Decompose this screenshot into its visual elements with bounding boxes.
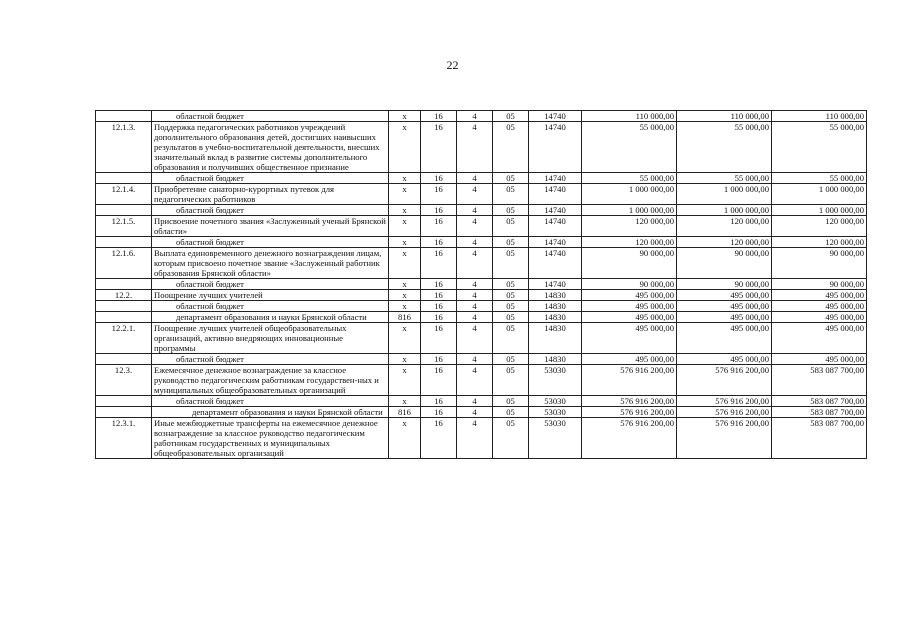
row-number-cell: 12.3.1. <box>96 418 152 459</box>
value-cell-3: 583 087 700,00 <box>772 396 867 407</box>
table-subrow <box>96 354 867 365</box>
value-cell-2: 576 916 200,00 <box>677 418 772 459</box>
row-name-cell: областной бюджет <box>152 354 389 365</box>
code-cell-5: 14740 <box>529 216 582 237</box>
code-cell-2: 16 <box>421 365 457 396</box>
code-cell-5: 14740 <box>529 205 582 216</box>
value-cell-1: 110 000,00 <box>582 111 677 122</box>
code-cell-2: 16 <box>421 290 457 301</box>
value-cell-2: 495 000,00 <box>677 301 772 312</box>
table-row <box>96 216 867 237</box>
code-cell-4: 05 <box>493 248 529 279</box>
code-cell-5: 14740 <box>529 122 582 173</box>
row-number-cell: 12.2. <box>96 290 152 301</box>
code-cell-2: 16 <box>421 216 457 237</box>
code-cell-4: 05 <box>493 173 529 184</box>
code-cell-5: 14830 <box>529 354 582 365</box>
value-cell-2: 110 000,00 <box>677 111 772 122</box>
row-number-cell: 12.1.3. <box>96 122 152 173</box>
value-cell-2: 55 000,00 <box>677 122 772 173</box>
value-cell-3: 120 000,00 <box>772 216 867 237</box>
row-name-cell: Присвоение почетного звания «Заслуженный ученый Брянской области» <box>152 216 389 237</box>
code-cell-4: 05 <box>493 184 529 205</box>
value-cell-1: 495 000,00 <box>582 301 677 312</box>
code-cell-4: 05 <box>493 418 529 459</box>
value-cell-2: 90 000,00 <box>677 279 772 290</box>
value-cell-2: 495 000,00 <box>677 290 772 301</box>
row-name-cell: департамент образования и науки Брянской области <box>152 407 389 418</box>
code-cell-5: 53030 <box>529 407 582 418</box>
row-name-cell: департамент образования и науки Брянской области <box>152 312 389 323</box>
row-name-cell: областной бюджет <box>152 205 389 216</box>
code-cell-5: 14830 <box>529 290 582 301</box>
code-cell-1: х <box>389 216 421 237</box>
table-row <box>96 184 867 205</box>
code-cell-2: 16 <box>421 173 457 184</box>
code-cell-5: 14740 <box>529 184 582 205</box>
code-cell-4: 05 <box>493 396 529 407</box>
code-cell-5: 14740 <box>529 111 582 122</box>
code-cell-4: 05 <box>493 122 529 173</box>
code-cell-2: 16 <box>421 279 457 290</box>
code-cell-1: х <box>389 301 421 312</box>
code-cell-2: 16 <box>421 418 457 459</box>
row-name-cell: Приобретение санаторно-курортных путевок для педагогических работников <box>152 184 389 205</box>
value-cell-1: 576 916 200,00 <box>582 418 677 459</box>
code-cell-3: 4 <box>457 418 493 459</box>
code-cell-1: х <box>389 279 421 290</box>
row-number-cell <box>96 279 152 290</box>
value-cell-3: 495 000,00 <box>772 354 867 365</box>
row-number-cell <box>96 354 152 365</box>
row-number-cell: 12.1.4. <box>96 184 152 205</box>
value-cell-3: 55 000,00 <box>772 122 867 173</box>
row-number-cell: 12.1.5. <box>96 216 152 237</box>
value-cell-3: 120 000,00 <box>772 237 867 248</box>
value-cell-2: 576 916 200,00 <box>677 396 772 407</box>
row-name-cell: областной бюджет <box>152 237 389 248</box>
code-cell-4: 05 <box>493 354 529 365</box>
value-cell-1: 495 000,00 <box>582 354 677 365</box>
row-number-cell <box>96 237 152 248</box>
value-cell-1: 576 916 200,00 <box>582 407 677 418</box>
code-cell-3: 4 <box>457 312 493 323</box>
code-cell-1: х <box>389 205 421 216</box>
code-cell-5: 14830 <box>529 301 582 312</box>
code-cell-4: 05 <box>493 237 529 248</box>
value-cell-2: 495 000,00 <box>677 354 772 365</box>
code-cell-4: 05 <box>493 365 529 396</box>
row-name-cell: Поощрение лучших учителей общеобразовательных организаций, активно внедряющих инновационные программы <box>152 323 389 354</box>
code-cell-4: 05 <box>493 279 529 290</box>
value-cell-2: 55 000,00 <box>677 173 772 184</box>
code-cell-4: 05 <box>493 407 529 418</box>
code-cell-2: 16 <box>421 111 457 122</box>
code-cell-3: 4 <box>457 396 493 407</box>
value-cell-3: 55 000,00 <box>772 173 867 184</box>
code-cell-5: 53030 <box>529 396 582 407</box>
code-cell-3: 4 <box>457 301 493 312</box>
row-name-cell: областной бюджет <box>152 301 389 312</box>
value-cell-1: 1 000 000,00 <box>582 184 677 205</box>
value-cell-3: 583 087 700,00 <box>772 365 867 396</box>
code-cell-5: 53030 <box>529 418 582 459</box>
code-cell-4: 05 <box>493 111 529 122</box>
value-cell-3: 1 000 000,00 <box>772 205 867 216</box>
code-cell-1: х <box>389 290 421 301</box>
code-cell-2: 16 <box>421 354 457 365</box>
code-cell-2: 16 <box>421 122 457 173</box>
value-cell-3: 1 000 000,00 <box>772 184 867 205</box>
value-cell-3: 583 087 700,00 <box>772 407 867 418</box>
code-cell-2: 16 <box>421 301 457 312</box>
value-cell-3: 495 000,00 <box>772 290 867 301</box>
row-name-cell: Поддержка педагогических работников учреждений дополнительного образования детей, достигших наивысших результатов в учебно-воспитательной деятельности, внесших значительный вклад в развитие системы дополнительного образования и получивших общественное признание <box>152 122 389 173</box>
code-cell-5: 14740 <box>529 248 582 279</box>
code-cell-1: х <box>389 323 421 354</box>
table-row <box>96 365 867 396</box>
value-cell-1: 495 000,00 <box>582 312 677 323</box>
value-cell-1: 576 916 200,00 <box>582 365 677 396</box>
value-cell-2: 90 000,00 <box>677 248 772 279</box>
value-cell-1: 495 000,00 <box>582 323 677 354</box>
code-cell-1: х <box>389 354 421 365</box>
row-number-cell <box>96 312 152 323</box>
value-cell-1: 576 916 200,00 <box>582 396 677 407</box>
code-cell-1: х <box>389 365 421 396</box>
value-cell-3: 110 000,00 <box>772 111 867 122</box>
row-name-cell: областной бюджет <box>152 173 389 184</box>
row-number-cell <box>96 205 152 216</box>
code-cell-5: 14740 <box>529 237 582 248</box>
code-cell-1: 816 <box>389 407 421 418</box>
value-cell-1: 90 000,00 <box>582 279 677 290</box>
row-number-cell: 12.2.1. <box>96 323 152 354</box>
value-cell-2: 495 000,00 <box>677 312 772 323</box>
table-row <box>96 122 867 173</box>
code-cell-1: 816 <box>389 312 421 323</box>
page-number: 22 <box>446 58 459 72</box>
value-cell-1: 495 000,00 <box>582 290 677 301</box>
value-cell-2: 120 000,00 <box>677 237 772 248</box>
code-cell-3: 4 <box>457 279 493 290</box>
code-cell-2: 16 <box>421 407 457 418</box>
table-subrow <box>96 407 867 418</box>
budget-table <box>95 110 867 459</box>
code-cell-3: 4 <box>457 354 493 365</box>
code-cell-2: 16 <box>421 312 457 323</box>
code-cell-3: 4 <box>457 237 493 248</box>
code-cell-4: 05 <box>493 205 529 216</box>
table-subrow <box>96 396 867 407</box>
code-cell-3: 4 <box>457 205 493 216</box>
row-number-cell <box>96 396 152 407</box>
row-number-cell <box>96 407 152 418</box>
code-cell-2: 16 <box>421 184 457 205</box>
value-cell-2: 576 916 200,00 <box>677 407 772 418</box>
code-cell-1: х <box>389 396 421 407</box>
value-cell-1: 120 000,00 <box>582 237 677 248</box>
code-cell-2: 16 <box>421 205 457 216</box>
code-cell-4: 05 <box>493 290 529 301</box>
code-cell-4: 05 <box>493 312 529 323</box>
table-subrow <box>96 173 867 184</box>
row-name-cell: Ежемесячное денежное вознаграждение за классное руководство педагогическим работникам государствен-ных и муниципальных общеобразовательных организаций <box>152 365 389 396</box>
value-cell-1: 55 000,00 <box>582 173 677 184</box>
value-cell-2: 1 000 000,00 <box>677 205 772 216</box>
value-cell-3: 583 087 700,00 <box>772 418 867 459</box>
code-cell-2: 16 <box>421 323 457 354</box>
table-row <box>96 323 867 354</box>
code-cell-1: х <box>389 248 421 279</box>
row-name-cell: Иные межбюджетные трансферты на ежемесячное денежное вознаграждение за классное руководство педагогическим работникам государственных и муниципальных общеобразовательных организаций <box>152 418 389 459</box>
code-cell-3: 4 <box>457 323 493 354</box>
value-cell-1: 55 000,00 <box>582 122 677 173</box>
row-number-cell <box>96 111 152 122</box>
value-cell-3: 495 000,00 <box>772 323 867 354</box>
code-cell-5: 14830 <box>529 323 582 354</box>
row-number-cell <box>96 173 152 184</box>
table-subrow <box>96 279 867 290</box>
code-cell-5: 14830 <box>529 312 582 323</box>
code-cell-2: 16 <box>421 248 457 279</box>
row-name-cell: областной бюджет <box>152 396 389 407</box>
value-cell-1: 90 000,00 <box>582 248 677 279</box>
row-number-cell <box>96 301 152 312</box>
row-number-cell: 12.3. <box>96 365 152 396</box>
code-cell-5: 14740 <box>529 279 582 290</box>
code-cell-1: х <box>389 111 421 122</box>
code-cell-3: 4 <box>457 248 493 279</box>
table-subrow <box>96 237 867 248</box>
value-cell-2: 576 916 200,00 <box>677 365 772 396</box>
value-cell-1: 120 000,00 <box>582 216 677 237</box>
code-cell-4: 05 <box>493 301 529 312</box>
code-cell-3: 4 <box>457 184 493 205</box>
code-cell-1: х <box>389 418 421 459</box>
code-cell-1: х <box>389 237 421 248</box>
row-name-cell: областной бюджет <box>152 279 389 290</box>
code-cell-3: 4 <box>457 122 493 173</box>
code-cell-3: 4 <box>457 365 493 396</box>
value-cell-3: 495 000,00 <box>772 301 867 312</box>
value-cell-1: 1 000 000,00 <box>582 205 677 216</box>
table-subrow <box>96 205 867 216</box>
value-cell-2: 495 000,00 <box>677 323 772 354</box>
code-cell-3: 4 <box>457 290 493 301</box>
table-subrow <box>96 312 867 323</box>
table-row <box>96 418 867 459</box>
code-cell-3: 4 <box>457 407 493 418</box>
code-cell-2: 16 <box>421 237 457 248</box>
code-cell-1: х <box>389 173 421 184</box>
code-cell-5: 53030 <box>529 365 582 396</box>
value-cell-3: 90 000,00 <box>772 248 867 279</box>
row-name-cell: областной бюджет <box>152 111 389 122</box>
code-cell-3: 4 <box>457 111 493 122</box>
code-cell-4: 05 <box>493 323 529 354</box>
table-subrow <box>96 301 867 312</box>
value-cell-2: 1 000 000,00 <box>677 184 772 205</box>
code-cell-3: 4 <box>457 216 493 237</box>
code-cell-1: х <box>389 184 421 205</box>
code-cell-5: 14740 <box>529 173 582 184</box>
row-name-cell: Выплата единовременного денежного вознаграждения лицам, которым присвоено почетное звание «Заслуженный работник образования Брянской области» <box>152 248 389 279</box>
table-subrow <box>96 111 867 122</box>
value-cell-3: 90 000,00 <box>772 279 867 290</box>
value-cell-2: 120 000,00 <box>677 216 772 237</box>
code-cell-1: х <box>389 122 421 173</box>
code-cell-2: 16 <box>421 396 457 407</box>
row-name-cell: Поощрение лучших учителей <box>152 290 389 301</box>
table-row <box>96 248 867 279</box>
table-row <box>96 290 867 301</box>
code-cell-3: 4 <box>457 173 493 184</box>
row-number-cell: 12.1.6. <box>96 248 152 279</box>
code-cell-4: 05 <box>493 216 529 237</box>
value-cell-3: 495 000,00 <box>772 312 867 323</box>
